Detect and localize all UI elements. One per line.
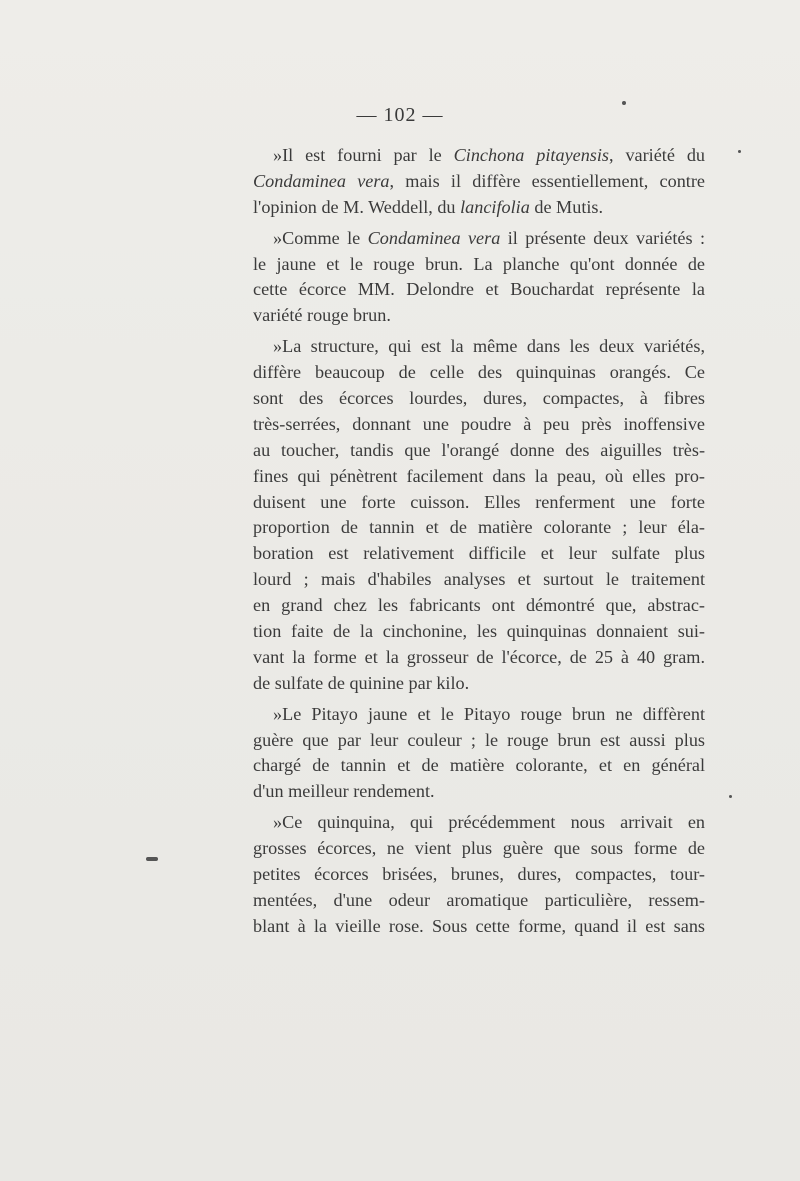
text-run: lourd ; mais d'habiles analyses et surtout le traitement <box>253 569 705 590</box>
text-run: petites écorces brisées, brunes, dures, compactes, tour- <box>253 864 705 885</box>
text-run: mentées, d'une odeur aromatique particulière, ressem- <box>253 889 705 910</box>
text-line <box>253 728 705 754</box>
text-run: sont des écorces lourdes, dures, compactes, à fibres <box>253 388 705 409</box>
text-line <box>253 836 705 862</box>
text-line <box>253 593 705 619</box>
text-line <box>253 195 705 221</box>
paragraph <box>253 810 705 939</box>
ink-speck <box>729 795 732 798</box>
text-run: fines qui pénètrent facilement dans la peau, où elles pro- <box>253 465 705 486</box>
text-line <box>253 671 705 697</box>
italic-term: Condaminea vera <box>253 170 390 191</box>
text-run: guère que par leur couleur ; le rouge brun est aussi plus <box>253 729 705 750</box>
text-line <box>253 303 705 329</box>
italic-term: lancifolia <box>460 196 530 217</box>
text-run: diffère beaucoup de celle des quinquinas orangés. Ce <box>253 362 705 383</box>
text-run: vant la forme et la grosseur de l'écorce, de 25 à 40 gram. <box>253 646 705 667</box>
paragraph <box>253 702 705 806</box>
body-text <box>253 143 705 940</box>
paragraph <box>253 226 705 330</box>
text-run: au toucher, tandis que l'orangé donne des aiguilles très- <box>253 439 705 460</box>
text-line <box>253 386 705 412</box>
text-run: »Comme le <box>273 227 368 248</box>
text-line <box>253 862 705 888</box>
text-line <box>253 914 705 940</box>
text-line <box>253 143 705 169</box>
text-run: grosses écorces, ne vient plus guère que sous forme de <box>253 838 705 859</box>
text-line <box>253 753 705 779</box>
text-run: cette écorce MM. Delondre et Bouchardat représente la <box>253 279 705 300</box>
ink-speck <box>738 150 741 153</box>
page-number: — 102 — <box>356 104 444 126</box>
text-line <box>253 464 705 490</box>
text-run: variété rouge brun. <box>253 305 391 326</box>
text-run: il présente deux variétés : <box>500 227 705 248</box>
italic-term: Condaminea vera <box>367 227 501 248</box>
text-run: , mais il diffère essentiellement, contre <box>389 170 705 191</box>
text-run: tion faite de la cinchonine, les quinquinas donnaient sui- <box>253 621 705 642</box>
text-line <box>253 779 705 805</box>
text-line <box>253 810 705 836</box>
ink-speck <box>622 101 626 105</box>
italic-term: Cinchona pitayensis <box>453 145 610 165</box>
text-line <box>253 334 705 360</box>
text-run: , variété du <box>609 145 706 165</box>
text-run: proportion de tannin et de matière colorante ; leur éla- <box>253 517 705 538</box>
text-line <box>253 702 705 728</box>
paragraph <box>253 334 705 696</box>
text-run: duisent une forte cuisson. Elles renferment une forte <box>253 491 705 512</box>
text-run: »Ce quinquina, qui précédemment nous arrivait en <box>273 812 705 833</box>
text-line <box>253 619 705 645</box>
text-line <box>253 567 705 593</box>
text-line <box>253 169 705 195</box>
text-run: blant à la vieille rose. Sous cette forme, quand il est sans <box>253 915 705 936</box>
text-line <box>253 252 705 278</box>
text-run: »Le Pitayo jaune et le Pitayo rouge brun ne diffèrent <box>273 703 705 724</box>
text-run: boration est relativement difficile et leur sulfate plus <box>253 543 705 564</box>
text-run: très-serrées, donnant une poudre à peu près inoffensive <box>253 413 705 434</box>
text-run: »Il est fourni par le <box>273 145 454 165</box>
text-run: l'opinion de M. Weddell, du <box>253 196 461 217</box>
text-run: de sulfate de quinine par kilo. <box>253 672 470 693</box>
text-line <box>253 412 705 438</box>
paragraph <box>253 143 705 221</box>
text-line <box>253 515 705 541</box>
text-run: d'un meilleur rendement. <box>253 781 435 802</box>
text-line <box>253 226 705 252</box>
ink-speck <box>146 857 158 861</box>
text-line <box>253 277 705 303</box>
text-run: le jaune et le rouge brun. La planche qu'ont donnée de <box>253 253 705 274</box>
text-run: en grand chez les fabricants ont démontré que, abstrac- <box>253 595 705 616</box>
text-line <box>253 490 705 516</box>
text-run: »La structure, qui est la même dans les deux variétés, <box>273 336 705 357</box>
text-line <box>253 541 705 567</box>
text-line <box>253 645 705 671</box>
text-run: de Mutis. <box>529 196 604 217</box>
text-run: chargé de tannin et de matière colorante, et en général <box>253 755 705 776</box>
text-line <box>253 888 705 914</box>
text-line <box>253 438 705 464</box>
text-line <box>253 360 705 386</box>
